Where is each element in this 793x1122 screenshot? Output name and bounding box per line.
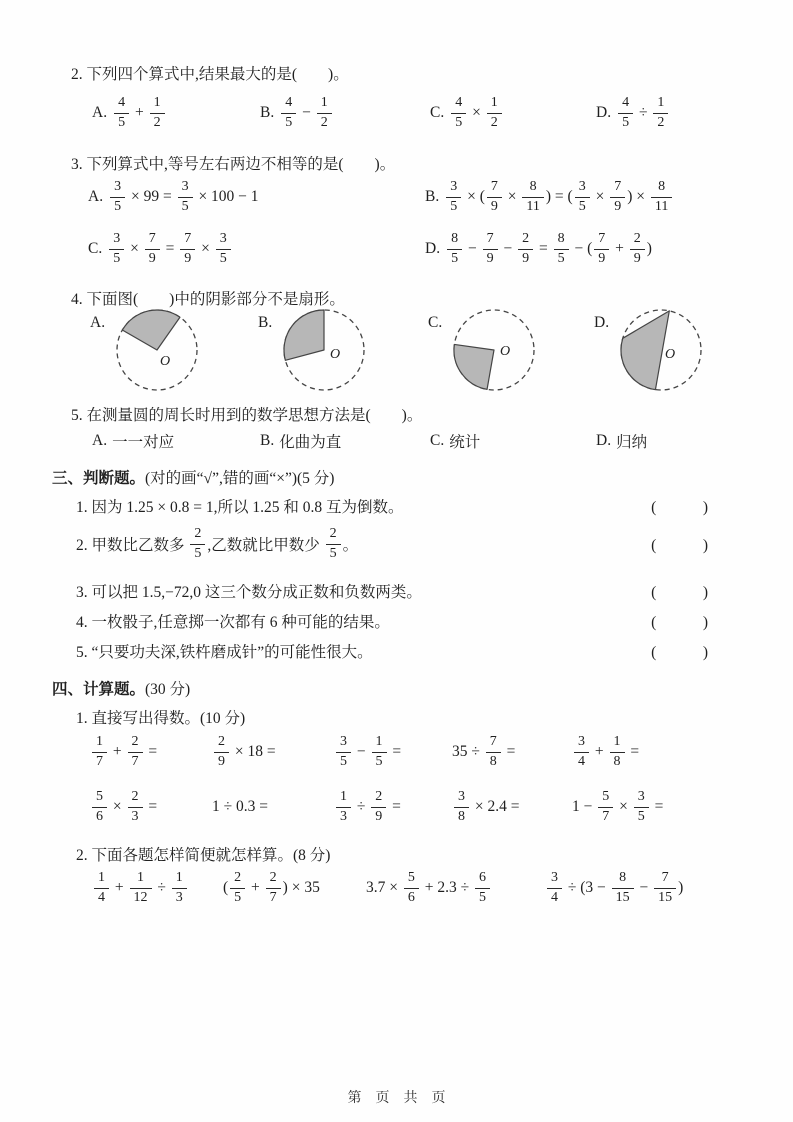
q5-option-b-label: B. — [260, 432, 275, 449]
q4-figure-d — [594, 305, 710, 400]
question-3-title: 3. 下列算式中,等号左右两边不相等的是( )。 — [71, 156, 396, 173]
calc-row1-expr2 — [212, 731, 276, 773]
calc-row2-expr1 — [90, 786, 157, 828]
q2-option-a — [92, 92, 167, 134]
svg-text:O: O — [500, 344, 511, 359]
sector-figure-a — [108, 305, 206, 400]
question-2-title: 2. 下列四个算式中,结果最大的是( )。 — [71, 66, 349, 83]
q3-option-a — [88, 176, 259, 218]
calc-expr: 1 − $\frac{5}{7}$ × $\frac{3}{5}$ = — [572, 788, 664, 824]
calc-expr: $\frac{3}{8}$ × 2.4 = — [452, 790, 519, 824]
simplify-expr2 — [223, 867, 320, 909]
section-3-heading-note: (对的画“√”,错的画“×”)(5 分) — [145, 470, 335, 487]
question-4-title: 4. 下面图( )中的阴影部分不是扇形。 — [71, 291, 345, 308]
sector-figure-b — [275, 305, 373, 400]
svg-text:O: O — [665, 347, 676, 362]
simplify-expr3 — [366, 867, 492, 909]
q2-option-c-expr: $\frac{4}{5}$ × $\frac{1}{2}$ — [449, 96, 504, 130]
answer-parens-3: ( ) — [651, 584, 708, 601]
calc-row1-expr3 — [334, 731, 401, 773]
calc-expr: $\frac{2}{9}$ × 18 = — [212, 735, 276, 769]
section-4-heading: 四、计算题。 — [52, 681, 146, 698]
svg-text:O: O — [160, 354, 171, 369]
calc-row2-expr4 — [452, 786, 519, 828]
judgment-item-4 — [76, 610, 708, 632]
q2-option-c — [430, 92, 504, 134]
q3-option-b — [425, 176, 674, 218]
calc-expr: ( $\frac{2}{5}$ + $\frac{2}{7}$ ) × 35 — [223, 869, 320, 905]
judgment-item-1 — [76, 495, 708, 517]
q2-option-a-expr: $\frac{4}{5}$ + $\frac{1}{2}$ — [112, 96, 167, 130]
calc-expr: 35 ÷ $\frac{7}{8}$ = — [452, 733, 516, 769]
q5-option-b-text: 化曲为直 — [279, 434, 342, 451]
calc-expr: $\frac{3}{4}$ ÷ (3 − $\frac{8}{15}$ − $\frac{7}{15}$ ) — [545, 871, 683, 905]
calc-row1-expr4 — [452, 731, 515, 773]
simplify-expr1 — [92, 867, 189, 909]
q3-option-d-label: D. — [425, 240, 441, 257]
calc-expr: $\frac{3}{5}$ − $\frac{1}{5}$ = — [334, 735, 401, 769]
q3-option-a-label: A. — [88, 188, 104, 205]
section-4-heading-row — [52, 677, 190, 699]
simplify-expr4 — [545, 867, 683, 909]
q5-option-c-label: C. — [430, 432, 445, 449]
judgment-item-5-text: 5. “只要功夫深,铁杵磨成针”的可能性很大。 — [76, 644, 373, 661]
q3-option-d-expr: $\frac{8}{5}$ − $\frac{7}{9}$ − $\frac{2}{9}$ = $\frac{8}{5}$ − ( $\frac{7}{9}$ + $\frac{2}{9}$ ) — [445, 232, 652, 266]
q3-option-b-expr: $\frac{3}{5}$ × ( $\frac{7}{9}$ × $\frac{8}{11}$ ) = ( $\frac{3}{5}$ × $\frac{7}{9}$ ) × $\frac{8}{11}$ — [444, 180, 674, 214]
judgment-item-2 — [76, 527, 708, 561]
judgment-item-4-text: 4. 一枚骰子,任意掷一次都有 6 种可能的结果。 — [76, 614, 390, 631]
section-4-sub2-title: 2. 下面各题怎样简便就怎样算。(8 分) — [76, 847, 331, 864]
sector-figure-c — [445, 305, 543, 400]
q3-option-c-expr: $\frac{3}{5}$ × $\frac{7}{9}$ = $\frac{7}{9}$ × $\frac{3}{5}$ — [107, 232, 233, 266]
judgment-item-3-text: 3. 可以把 1.5,−72,0 这三个数分成正数和负数两类。 — [76, 584, 422, 601]
q5-option-a — [92, 430, 174, 452]
judgment-item-2-text: 2. 甲数比乙数多 $\frac{2}{5}$ ,乙数就比甲数少 $\frac{2}{5}$ 。 — [76, 526, 359, 561]
q4-figure-d-label: D. — [594, 314, 610, 331]
q5-option-d — [596, 430, 647, 452]
section-3-heading-row — [52, 466, 334, 488]
q4-figure-a — [90, 305, 206, 400]
q2-option-b-label: B. — [260, 104, 275, 121]
q4-figure-b-label: B. — [258, 314, 273, 331]
calc-expr: $\frac{5}{6}$ × $\frac{2}{3}$ = — [90, 790, 157, 824]
q4-figure-a-label: A. — [90, 314, 106, 331]
q2-option-d — [596, 92, 670, 134]
q5-option-a-text: 一一对应 — [112, 434, 175, 451]
calc-row2-expr3 — [334, 786, 401, 828]
q3-option-b-label: B. — [425, 188, 440, 205]
calc-expr: $\frac{1}{7}$ + $\frac{2}{7}$ = — [90, 735, 157, 769]
calc-expr: 3.7 × $\frac{5}{6}$ + 2.3 ÷ $\frac{6}{5}$ — [366, 871, 492, 905]
answer-parens-2: ( ) — [651, 537, 708, 555]
calc-row1-expr5 — [572, 731, 639, 773]
q5-option-c — [430, 430, 480, 452]
answer-parens-1: ( ) — [651, 499, 708, 516]
q3-option-c-label: C. — [88, 240, 103, 257]
calc-expr: 1 ÷ 0.3 = — [212, 798, 268, 815]
section-3-heading: 三、判断题。 — [52, 470, 146, 487]
q2-option-c-label: C. — [430, 104, 445, 121]
q4-figure-b — [258, 305, 373, 400]
calc-row2-expr5 — [572, 786, 663, 828]
calc-expr: $\frac{1}{3}$ ÷ $\frac{2}{9}$ = — [334, 790, 401, 824]
svg-text:O: O — [330, 347, 341, 362]
question-5-title: 5. 在测量圆的周长时用到的数学思想方法是( )。 — [71, 407, 423, 424]
q4-figure-c-label: C. — [428, 314, 443, 331]
answer-parens-5: ( ) — [651, 644, 708, 661]
judgment-item-5 — [76, 640, 708, 662]
q5-option-a-label: A. — [92, 432, 108, 449]
q5-option-b — [260, 430, 341, 452]
q2-option-b-expr: $\frac{4}{5}$ − $\frac{1}{2}$ — [279, 96, 334, 130]
q3-option-c — [88, 228, 233, 270]
calc-row2-expr2 — [212, 786, 268, 828]
calc-expr: $\frac{3}{4}$ + $\frac{1}{8}$ = — [572, 735, 639, 769]
q5-option-d-label: D. — [596, 432, 612, 449]
segment-figure-d — [612, 305, 710, 400]
q2-option-d-expr: $\frac{4}{5}$ ÷ $\frac{1}{2}$ — [616, 96, 670, 130]
q3-option-d — [425, 228, 652, 270]
q3-option-a-expr: $\frac{3}{5}$ × 99 = $\frac{3}{5}$ × 100 − 1 — [108, 180, 258, 214]
calc-row1-expr1 — [90, 731, 157, 773]
q5-option-d-text: 归纳 — [616, 434, 648, 451]
answer-parens-4: ( ) — [651, 614, 708, 631]
q2-option-d-label: D. — [596, 104, 612, 121]
q4-figure-c — [428, 305, 543, 400]
q5-option-c-text: 统计 — [449, 434, 481, 451]
calc-expr: $\frac{1}{4}$ + $\frac{1}{12}$ ÷ $\frac{1}{3}$ — [92, 871, 189, 905]
q2-option-b — [260, 92, 334, 134]
judgment-item-3 — [76, 580, 708, 602]
judgment-item-1-text: 1. 因为 1.25 × 0.8 = 1,所以 1.25 和 0.8 互为倒数。 — [76, 499, 404, 516]
section-4-sub1-title: 1. 直接写出得数。(10 分) — [76, 710, 246, 727]
page-footer: 第 页 共 页 — [347, 1091, 446, 1106]
section-4-heading-note: (30 分) — [145, 681, 191, 698]
q2-option-a-label: A. — [92, 104, 108, 121]
